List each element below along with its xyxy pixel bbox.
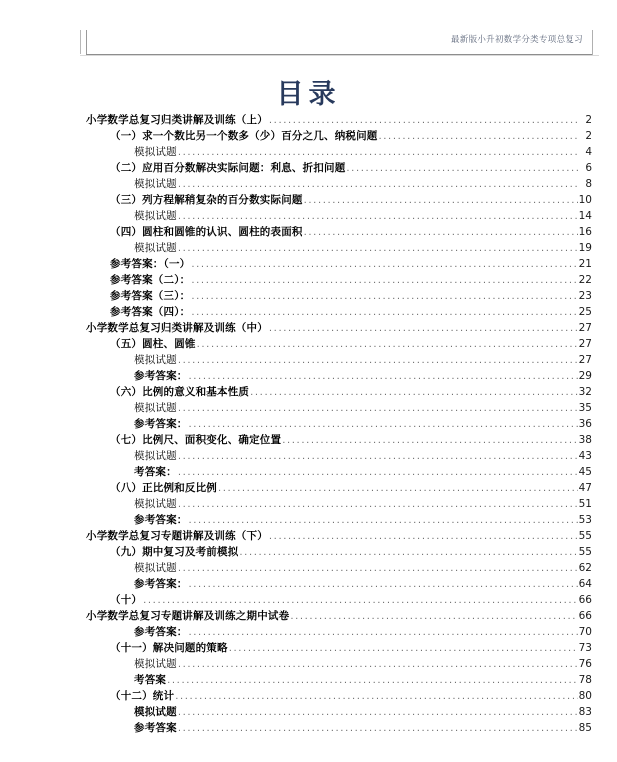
toc-entry-page-number: 66	[578, 594, 592, 606]
toc-entry[interactable]	[86, 271, 592, 287]
toc-entry[interactable]	[86, 399, 592, 415]
toc-entry[interactable]	[86, 239, 592, 255]
toc-entry-label: 模拟试题	[134, 498, 177, 510]
toc-entry-page-number: 6	[585, 162, 592, 174]
toc-entry-label: 参考答案（三）：	[110, 290, 191, 302]
toc-entry-label: 小学数学总复习归类讲解及训练（上）	[86, 114, 268, 126]
toc-leader-dots	[239, 549, 577, 557]
toc-entry-page-number: 80	[578, 690, 592, 702]
toc-entry-label: 小学数学总复习归类讲解及训练（中）	[86, 322, 268, 334]
toc-entry-label: （八）正比例和反比例	[110, 482, 217, 494]
toc-entry-page-number: 19	[578, 242, 592, 254]
toc-entry-label: （二）应用百分数解决实际问题：利息、折扣问题	[110, 162, 346, 174]
toc-leader-dots	[269, 325, 578, 333]
toc-entry-page-number: 27	[578, 354, 592, 366]
toc-entry-label: 参考答案	[134, 722, 177, 734]
toc-leader-dots	[178, 725, 578, 733]
toc-leader-dots	[191, 309, 577, 317]
toc-entry-label: 小学数学总复习专题讲解及训练（下）	[86, 530, 268, 542]
header-rule	[86, 54, 592, 55]
toc-entry-page-number: 27	[578, 338, 592, 350]
toc-leader-dots	[178, 453, 578, 461]
toc-leader-dots	[178, 709, 578, 717]
toc-entry[interactable]	[86, 671, 592, 687]
toc-entry-label: 模拟试题	[134, 210, 177, 222]
toc-leader-dots	[290, 613, 577, 621]
toc-entry-label: （九）期中复习及考前模拟	[110, 546, 239, 558]
toc-entry[interactable]	[86, 223, 592, 239]
toc-entry-label: 考答案	[134, 674, 167, 686]
toc-entry-page-number: 23	[578, 290, 592, 302]
toc-entry-label: 模拟试题	[134, 658, 177, 670]
toc-entry-page-number: 2	[585, 130, 592, 142]
toc-entry-page-number: 14	[578, 210, 592, 222]
toc-entry[interactable]	[86, 111, 592, 127]
toc-entry[interactable]	[86, 575, 592, 591]
toc-leader-dots	[269, 533, 578, 541]
toc-leader-dots	[178, 357, 578, 365]
toc-entry[interactable]	[86, 511, 592, 527]
toc-entry[interactable]	[86, 591, 592, 607]
toc-entry-page-number: 64	[578, 578, 592, 590]
toc-entry[interactable]	[86, 495, 592, 511]
toc-leader-dots	[189, 517, 578, 525]
toc-entry[interactable]	[86, 639, 592, 655]
toc-entry-page-number: 38	[578, 434, 592, 446]
toc-entry-label: 参考答案（四）：	[110, 306, 191, 318]
toc-leader-dots	[178, 405, 578, 413]
toc-entry[interactable]	[86, 319, 592, 335]
toc-leader-dots	[346, 165, 578, 173]
toc-entry-label: （一）求一个数比另一个数多（少）百分之几、纳税问题	[110, 130, 378, 142]
toc-entry[interactable]	[86, 415, 592, 431]
toc-leader-dots	[189, 421, 578, 429]
toc-entry-page-number: 4	[585, 146, 592, 158]
toc-entry[interactable]	[86, 623, 592, 639]
toc-entry-page-number: 35	[578, 402, 592, 414]
toc-entry-page-number: 55	[578, 546, 592, 558]
toc-leader-dots	[167, 677, 578, 685]
toc-entry[interactable]	[86, 255, 592, 271]
running-header	[86, 33, 592, 53]
toc-entry-page-number: 27	[578, 322, 592, 334]
toc-leader-dots	[229, 645, 578, 653]
toc-entry-label: （四）圆柱和圆锥的认识、圆柱的表面积	[110, 226, 303, 238]
toc-entry[interactable]	[86, 287, 592, 303]
toc-entry-page-number: 73	[578, 642, 592, 654]
toc-leader-dots	[191, 261, 577, 269]
toc-entry[interactable]	[86, 431, 592, 447]
toc-entry[interactable]	[86, 543, 592, 559]
toc-entry-label: 参考答案：	[134, 370, 188, 382]
running-header-text: 最新版小升初数学分类专项总复习	[450, 35, 583, 45]
toc-entry-page-number: 53	[578, 514, 592, 526]
toc-entry[interactable]	[86, 207, 592, 223]
toc-leader-dots	[175, 693, 577, 701]
toc-entry-label: 参考答案：	[134, 514, 188, 526]
toc-leader-dots	[189, 373, 578, 381]
toc-entry[interactable]	[86, 479, 592, 495]
toc-entry-label: 参考答案：	[134, 418, 188, 430]
toc-entry-page-number: 21	[578, 258, 592, 270]
toc-entry[interactable]	[86, 191, 592, 207]
toc-entry[interactable]	[86, 687, 592, 703]
toc-leader-dots	[282, 437, 577, 445]
toc-entry-page-number: 66	[578, 610, 592, 622]
toc-entry-label: 参考答案：	[134, 578, 188, 590]
toc-entry-page-number: 70	[578, 626, 592, 638]
toc-leader-dots	[178, 149, 578, 157]
toc-leader-dots	[218, 485, 578, 493]
toc-entry-label: 模拟试题	[134, 146, 177, 158]
toc-entry[interactable]	[86, 367, 592, 383]
toc-entry[interactable]	[86, 447, 592, 463]
toc-entry-page-number: 78	[578, 674, 592, 686]
toc-entry-page-number: 16	[578, 226, 592, 238]
toc-entry[interactable]	[86, 383, 592, 399]
toc-entry-page-number: 8	[585, 178, 592, 190]
toc-entry-label: 模拟试题	[134, 242, 177, 254]
toc-entry-label: （六）比例的意义和基本性质	[110, 386, 250, 398]
toc-entry-page-number: 32	[578, 386, 592, 398]
toc-entry[interactable]	[86, 351, 592, 367]
toc-entry[interactable]	[86, 607, 592, 623]
toc-entry[interactable]	[86, 655, 592, 671]
toc-leader-dots	[191, 277, 577, 285]
toc-leader-dots	[178, 661, 578, 669]
header-rule-outer	[80, 55, 599, 56]
toc-entry-label: 参考答案（二）：	[110, 274, 191, 286]
toc-leader-dots	[178, 501, 578, 509]
toc-leader-dots	[178, 565, 578, 573]
toc-entry-page-number: 36	[578, 418, 592, 430]
toc-entry-label: 模拟试题	[134, 178, 177, 190]
toc-entry-label: 模拟试题	[134, 562, 177, 574]
toc-leader-dots	[191, 293, 577, 301]
toc-entry-page-number: 83	[578, 706, 592, 718]
toc-entry-page-number: 47	[578, 482, 592, 494]
toc-entry[interactable]	[86, 303, 592, 319]
toc-entry-label: （十二）统计	[110, 690, 175, 702]
toc-entry-page-number: 29	[578, 370, 592, 382]
toc-leader-dots	[379, 133, 579, 141]
toc-leader-dots	[178, 469, 578, 477]
toc-leader-dots	[304, 229, 578, 237]
toc-entry[interactable]	[86, 463, 592, 479]
toc-entry-page-number: 10	[578, 194, 592, 206]
toc-entry-label: 参考答案：（一）	[110, 258, 191, 270]
toc-entry-page-number: 2	[585, 114, 592, 126]
page-edge-right-rule	[592, 30, 593, 56]
toc-leader-dots	[178, 181, 578, 189]
toc-entry-label: 模拟试题	[134, 706, 177, 718]
toc-entry-page-number: 25	[578, 306, 592, 318]
toc-entry-page-number: 22	[578, 274, 592, 286]
toc-leader-dots	[178, 213, 578, 221]
toc-entry[interactable]	[86, 143, 592, 159]
toc-entry[interactable]	[86, 175, 592, 191]
toc-leader-dots	[189, 581, 578, 589]
toc-entry-label: （三）列方程解稍复杂的百分数实际问题	[110, 194, 303, 206]
toc-entry-page-number: 55	[578, 530, 592, 542]
toc-leader-dots	[197, 341, 578, 349]
toc-leader-dots	[304, 197, 578, 205]
toc-entry-label: （十）	[110, 594, 143, 606]
toc-entry-label: （五）圆柱、圆锥	[110, 338, 196, 350]
toc-entry-label: 模拟试题	[134, 354, 177, 366]
toc-entry-label: （七）比例尺、面积变化、确定位置	[110, 434, 282, 446]
toc-leader-dots	[189, 629, 578, 637]
toc-entry-label: （十一）解决问题的策略	[110, 642, 228, 654]
toc-entry-page-number: 45	[578, 466, 592, 478]
toc-entry-label: 参考答案：	[134, 626, 188, 638]
toc-entry[interactable]	[86, 335, 592, 351]
toc-entry-label: 模拟试题	[134, 450, 177, 462]
toc-entry[interactable]	[86, 527, 592, 543]
toc-entry-page-number: 51	[578, 498, 592, 510]
toc-entry-label: 模拟试题	[134, 402, 177, 414]
table-of-contents	[86, 111, 592, 735]
page-edge-left-rule	[80, 30, 81, 54]
toc-entry-page-number: 62	[578, 562, 592, 574]
toc-leader-dots	[269, 117, 578, 125]
toc-entry-page-number: 43	[578, 450, 592, 462]
page-title: 目录	[276, 79, 341, 110]
toc-leader-dots	[250, 389, 578, 397]
toc-entry[interactable]	[86, 703, 592, 719]
toc-entry-page-number: 76	[578, 658, 592, 670]
toc-entry-page-number: 85	[578, 722, 592, 734]
toc-leader-dots	[143, 597, 578, 605]
toc-entry[interactable]	[86, 719, 592, 735]
toc-leader-dots	[178, 245, 578, 253]
toc-entry[interactable]	[86, 159, 592, 175]
toc-entry[interactable]	[86, 127, 592, 143]
toc-entry[interactable]	[86, 559, 592, 575]
toc-entry-label: 考答案：	[134, 466, 177, 478]
toc-entry-label: 小学数学总复习专题讲解及训练之期中试卷	[86, 610, 290, 622]
